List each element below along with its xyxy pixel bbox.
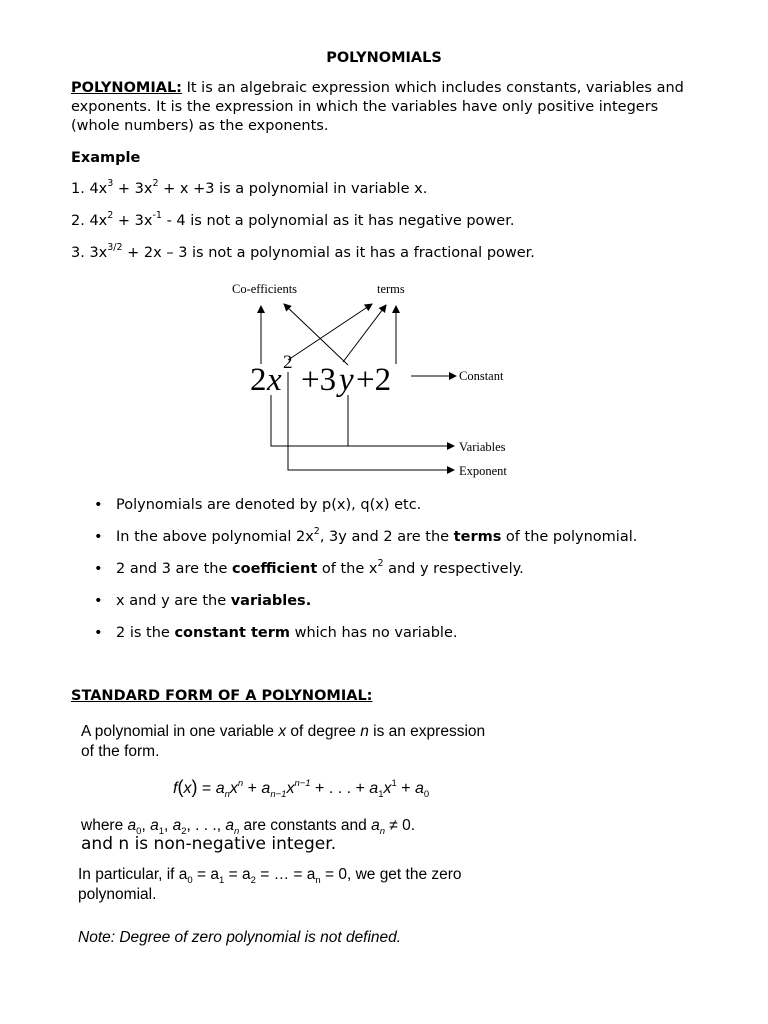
bullet-sup: 2 [377, 558, 384, 569]
example-3-part: + 2x – 3 is not a polynomial as it has a fractional power. [122, 245, 535, 261]
note-line: Note: Degree of zero polynomial is not defined. [78, 929, 402, 946]
where-sep: , [141, 817, 151, 834]
bullet-list [84, 496, 734, 656]
expression-term-3: +3 [301, 362, 337, 398]
label-coefficients: Co-efficients [232, 282, 298, 296]
particular-text: In particular, if [78, 866, 179, 883]
polynomial-parts-diagram [226, 280, 526, 485]
particular-sub: 1 [219, 875, 225, 886]
where-neq: ≠ 0. [385, 817, 416, 834]
example-3-part: 3. 3x [71, 245, 108, 261]
intro-text: of the form. [81, 743, 160, 760]
bullet-dot-icon: • [94, 529, 103, 545]
expression-constant-2: +2 [356, 362, 392, 398]
formula-sub: 0 [423, 789, 430, 800]
where-line: where $a_0$, $a_1$, $a_2$, . . ., $a_n$ are constants and $a_n \ne 0$. [81, 817, 416, 837]
bullet-text: and y respectively. [383, 561, 524, 577]
bullet-dot-icon: • [94, 497, 103, 513]
particular-text: polynomial. [78, 886, 157, 903]
formula-sup: n−1 [294, 778, 311, 789]
formula-dots: + . . . + [310, 780, 370, 797]
bullet-text: , 3y and 2 are the [319, 529, 454, 545]
where-a: a [127, 817, 137, 834]
bullet-text: of the x [317, 561, 378, 577]
label-exponent: Exponent [459, 464, 507, 478]
where-a: a [371, 817, 380, 834]
standard-form-formula: $f(x) = a_nx^n + a_{n-1}x^{n-1}$ + . . . + $a_1x^1 + a_0$ [173, 777, 430, 800]
where-sub: 0 [136, 826, 142, 837]
where-a: a [172, 817, 182, 834]
where-sep: , [164, 817, 173, 834]
formula-a: a [415, 780, 424, 797]
example-1-part: 1. 4x [71, 181, 108, 197]
definition-line-1: It is an algebraic expression which includes constants, variables and [186, 80, 684, 96]
intro-text: A polynomial in one variable [81, 723, 279, 740]
where-a: a [150, 817, 159, 834]
definition [71, 79, 731, 136]
expression-coefficient-2: 2 [250, 362, 267, 398]
formula-sub: 1 [378, 789, 384, 800]
list-item [84, 560, 734, 592]
bullet-dot-icon: • [94, 561, 103, 577]
particular-eq: = [224, 866, 242, 883]
example-3-sup: 3/2 [107, 242, 123, 253]
particular-dots: = … = [255, 866, 307, 883]
where-text: where [81, 817, 128, 834]
particular-sub: n [315, 875, 321, 886]
arrow-term-2x2 [288, 304, 372, 360]
bullet-text: In the above polynomial 2x [116, 529, 314, 545]
expression-variable-x: x [267, 362, 282, 398]
formula-sub: n−1 [270, 789, 287, 800]
standard-form-intro [81, 722, 485, 762]
intro-var-n: n [360, 723, 369, 740]
where-a: a [225, 817, 234, 834]
bullet-dot-icon: • [94, 625, 103, 641]
example-1-sup: 2 [152, 178, 159, 189]
particular-eq: = [192, 866, 211, 883]
bullet-text: x and y are the [116, 593, 231, 609]
bullet-dot-icon: • [94, 593, 103, 609]
example-3 [71, 244, 535, 263]
arrow-term-3y [343, 305, 386, 362]
label-variables: Variables [459, 440, 506, 454]
list-item [84, 592, 734, 624]
example-2-sup: -1 [152, 210, 162, 221]
nonnegative-line: and n is non-negative integer. [81, 834, 337, 854]
list-item [84, 624, 734, 656]
formula-x: x [229, 780, 238, 797]
expression-exponent-2: 2 [283, 352, 293, 373]
particular-sub: 0 [187, 875, 193, 886]
example-2-part: - 4 is not a polynomial as it has negative power. [161, 213, 515, 229]
formula-a: a [215, 780, 225, 797]
example-1-sup: 3 [107, 178, 114, 189]
example-2-part: 2. 4x [71, 213, 108, 229]
bullet-sup: 2 [313, 526, 320, 537]
example-2 [71, 212, 514, 231]
bullet-text: which has no variable. [290, 625, 458, 641]
bullet-bold: constant term [174, 625, 290, 641]
expression-variable-y: y [339, 362, 354, 398]
bullet-bold: coefficient [232, 561, 318, 577]
bullet-text: 2 and 3 are the [116, 561, 233, 577]
list-item [84, 528, 734, 560]
formula-x: x [183, 780, 192, 797]
where-sub: 1 [158, 826, 164, 837]
formula-f: f [173, 780, 178, 797]
where-dots: , . . ., [186, 817, 226, 834]
label-constant: Constant [459, 369, 504, 383]
formula-plus: + [243, 780, 262, 797]
intro-var-x: x [278, 723, 287, 740]
formula-eq: = [197, 780, 216, 797]
definition-line-3: (whole numbers) as the exponents. [71, 118, 329, 134]
particular-line: In particular, if $a_0 = a_1 = a_2$ = … = $a_n = 0$, we get the zero polynomial. [78, 866, 462, 903]
intro-text: of degree [286, 723, 361, 740]
arrow-variables [271, 395, 454, 446]
bullet-text: 2 is the [116, 625, 175, 641]
definition-term: POLYNOMIAL: [71, 80, 182, 96]
formula-sup: 1 [391, 778, 397, 789]
intro-text: is an expression [368, 723, 486, 740]
particular-text: = 0, we get the zero [320, 866, 462, 883]
formula-a: a [261, 780, 271, 797]
formula-plus: + [396, 780, 416, 797]
example-1 [71, 180, 427, 199]
formula-sub: n [224, 789, 230, 800]
example-heading: Example [71, 150, 141, 166]
standard-form-heading: STANDARD FORM OF A POLYNOMIAL: [71, 688, 373, 704]
example-1-part: + 3x [113, 181, 153, 197]
formula-x: x [286, 780, 295, 797]
where-sub: n [379, 826, 385, 837]
bullet-text: Polynomials are denoted by p(x), q(x) etc. [116, 497, 422, 513]
example-2-part: + 3x [113, 213, 153, 229]
page-title: POLYNOMIALS [326, 50, 442, 66]
bullet-bold: terms [453, 529, 502, 545]
where-sub: n [233, 826, 240, 837]
example-1-part: + x +3 is a polynomial in variable x. [158, 181, 428, 197]
where-text: are constants and [239, 817, 372, 834]
bullet-text: of the polynomial. [501, 529, 638, 545]
label-terms: terms [377, 282, 405, 296]
bullet-bold: variables. [230, 593, 312, 609]
formula-sup: n [237, 778, 244, 789]
definition-line-2: exponents. It is the expression in which the variables have only positive integers [71, 99, 659, 115]
example-2-sup: 2 [107, 210, 114, 221]
formula-a: a [369, 780, 379, 797]
formula-x: x [383, 780, 392, 797]
list-item [84, 496, 734, 528]
